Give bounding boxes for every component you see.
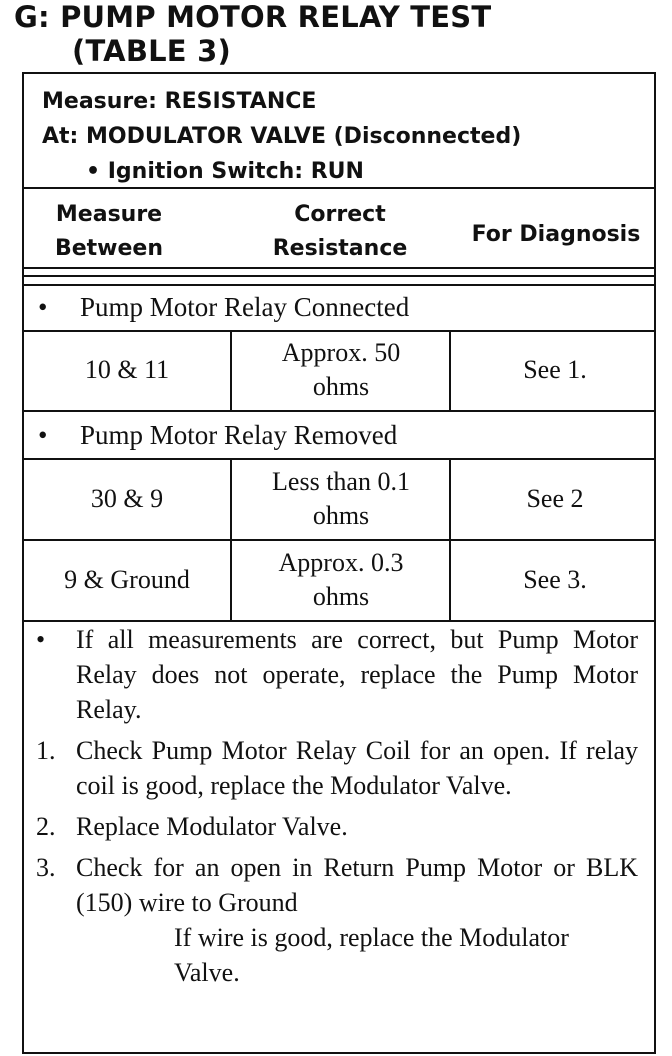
note-1	[34, 733, 638, 803]
header-correct-resistance	[228, 198, 452, 266]
table-cell-resistance	[232, 541, 450, 619]
resistance-value: Less than 0.1	[272, 467, 410, 496]
divider	[449, 330, 451, 410]
divider	[24, 275, 654, 277]
header-text: Resistance	[272, 236, 408, 261]
table-cell-between: 9 & Ground	[64, 565, 190, 594]
note-text: Check for an open in Return Pump Motor or BLK (150) wire to Ground	[76, 853, 638, 917]
table-cell-resistance	[232, 332, 450, 408]
header-text: Correct	[294, 202, 386, 227]
bullet-icon: •	[38, 292, 48, 322]
note-text: Replace Modulator Valve.	[76, 812, 348, 841]
measure-condition: • Ignition Switch: RUN	[86, 159, 364, 184]
table-cell-between: 30 & 9	[90, 484, 164, 513]
page-title	[14, 0, 654, 68]
header-for-diagnosis: For Diagnosis	[471, 222, 641, 247]
note-text: If all measurements are correct, but Pump Motor Relay does not operate, replace the Pump Motor Relay.	[76, 625, 638, 724]
section-label: Pump Motor Relay Removed	[80, 420, 398, 450]
divider	[24, 187, 654, 189]
note-text: Check Pump Motor Relay Coil for an open. If relay coil is good, replace the Modulator Valve.	[76, 736, 638, 800]
title-line-1: G: PUMP MOTOR RELAY TEST	[14, 0, 492, 34]
test-table	[22, 72, 656, 1054]
note-3	[34, 850, 638, 920]
note-bullet	[34, 622, 638, 727]
bullet-icon: •	[38, 420, 48, 450]
resistance-unit: ohms	[312, 582, 370, 611]
measure-type: Measure: RESISTANCE	[42, 89, 317, 114]
note-number: 2.	[36, 812, 56, 841]
table-cell-diagnosis: See 2	[526, 484, 584, 513]
title-line-2: (TABLE 3)	[72, 34, 231, 68]
measure-location: At: MODULATOR VALVE (Disconnected)	[42, 124, 522, 149]
section-relay-removed	[38, 418, 397, 452]
header-text: Measure	[55, 202, 163, 227]
bullet-icon: •	[36, 625, 46, 654]
diagnosis-notes	[34, 622, 638, 990]
table-cell-diagnosis: See 1.	[523, 355, 587, 384]
note-number: 1.	[36, 736, 56, 765]
table-cell-diagnosis: See 3.	[523, 565, 587, 594]
resistance-value: Approx. 0.3	[278, 548, 404, 577]
divider	[24, 284, 654, 286]
table-cell-resistance	[232, 460, 450, 538]
divider	[24, 267, 654, 269]
header-measure-between	[24, 198, 194, 266]
measure-info	[42, 84, 521, 189]
resistance-unit: ohms	[312, 372, 370, 401]
note-2	[34, 809, 638, 844]
section-relay-connected	[38, 290, 409, 324]
note-3-continuation: If wire is good, replace the Modulator Valve.	[174, 923, 569, 987]
resistance-unit: ohms	[312, 501, 370, 530]
note-number: 3.	[36, 853, 56, 882]
header-text: Between	[54, 236, 164, 261]
divider	[24, 410, 654, 412]
section-label: Pump Motor Relay Connected	[80, 292, 410, 322]
table-cell-between: 10 & 11	[84, 355, 170, 384]
resistance-value: Approx. 50	[281, 338, 401, 367]
